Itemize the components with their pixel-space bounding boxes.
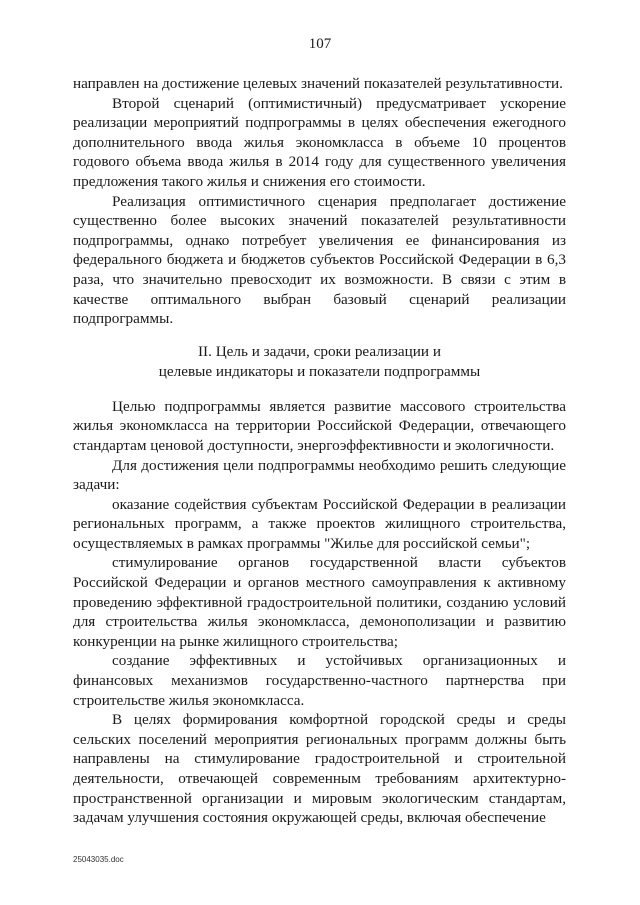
paragraph-task-3: создание эффективных и устойчивых организационных и финансовых механизмов государственно-частного партнерства при строительстве жилья экономкласса. <box>73 652 566 709</box>
paragraph-urban-environment: В целях формирования комфортной городской среды и среды сельских поселений мероприятия региональных программ должны быть направлены на стимулирование градостроительной и строительной деятельности, отвечающей современным требованиям архитектурно-пространственной организации и мировым экологическим стандартам, задачам улучшения состояния окружающей среды, включая обеспечение <box>73 711 566 827</box>
paragraph-continuation: направлен на достижение целевых значений показателей результативности. <box>73 75 563 92</box>
paragraph-task-2: стимулирование органов государственной власти субъектов Российской Федерации и органов местного самоуправления к активному проведению эффективной градостроительной политики, созданию условий для строительства жилья экономкласса, демонополизации и развитию конкуренции на рынке жилищного строительства; <box>73 554 566 650</box>
section-heading-line-2: целевые индикаторы и показатели подпрограммы <box>158 362 481 380</box>
section-heading-line-1: II. Цель и задачи, сроки реализации и <box>198 342 441 360</box>
paragraph-tasks-intro: Для достижения цели подпрограммы необходимо решить следующие задачи: <box>73 456 566 494</box>
section-heading <box>73 342 566 382</box>
paragraph-goal: Целью подпрограммы является развитие массового строительства жилья экономкласса на территории Российской Федерации, отвечающего стандартам ценовой доступности, энергоэффективности и экологичности. <box>73 397 566 454</box>
paragraph-optimistic-scenario: Второй сценарий (оптимистичный) предусматривает ускорение реализации мероприятий подпрограммы в целях обеспечения ежегодного дополнительного ввода жилья экономкласса в объеме 10 процентов годового объема ввода жилья в 2014 году для существенного увеличения предложения такого жилья и снижения его стоимости. <box>73 94 566 190</box>
file-name-footer: 25043035.doc <box>73 855 124 864</box>
paragraph-scenario-implementation: Реализация оптимистичного сценария предполагает достижение существенно более высоких значений показателей результативности подпрограммы, однако потребует увеличения ее финансирования из федерального бюджета и бюджетов субъектов Российской Федерации в 6,3 раза, что значительно превосходит их возможности. В связи с этим в качестве оптимального выбран базовый сценарий реализации подпрограммы. <box>73 192 566 328</box>
document-body <box>73 74 566 828</box>
paragraph-task-1: оказание содействия субъектам Российской Федерации в реализации региональных программ, а также проектов жилищного строительства, осуществляемых в рамках программы "Жилье для российской семьи"; <box>73 495 566 552</box>
page-number: 107 <box>308 36 332 52</box>
